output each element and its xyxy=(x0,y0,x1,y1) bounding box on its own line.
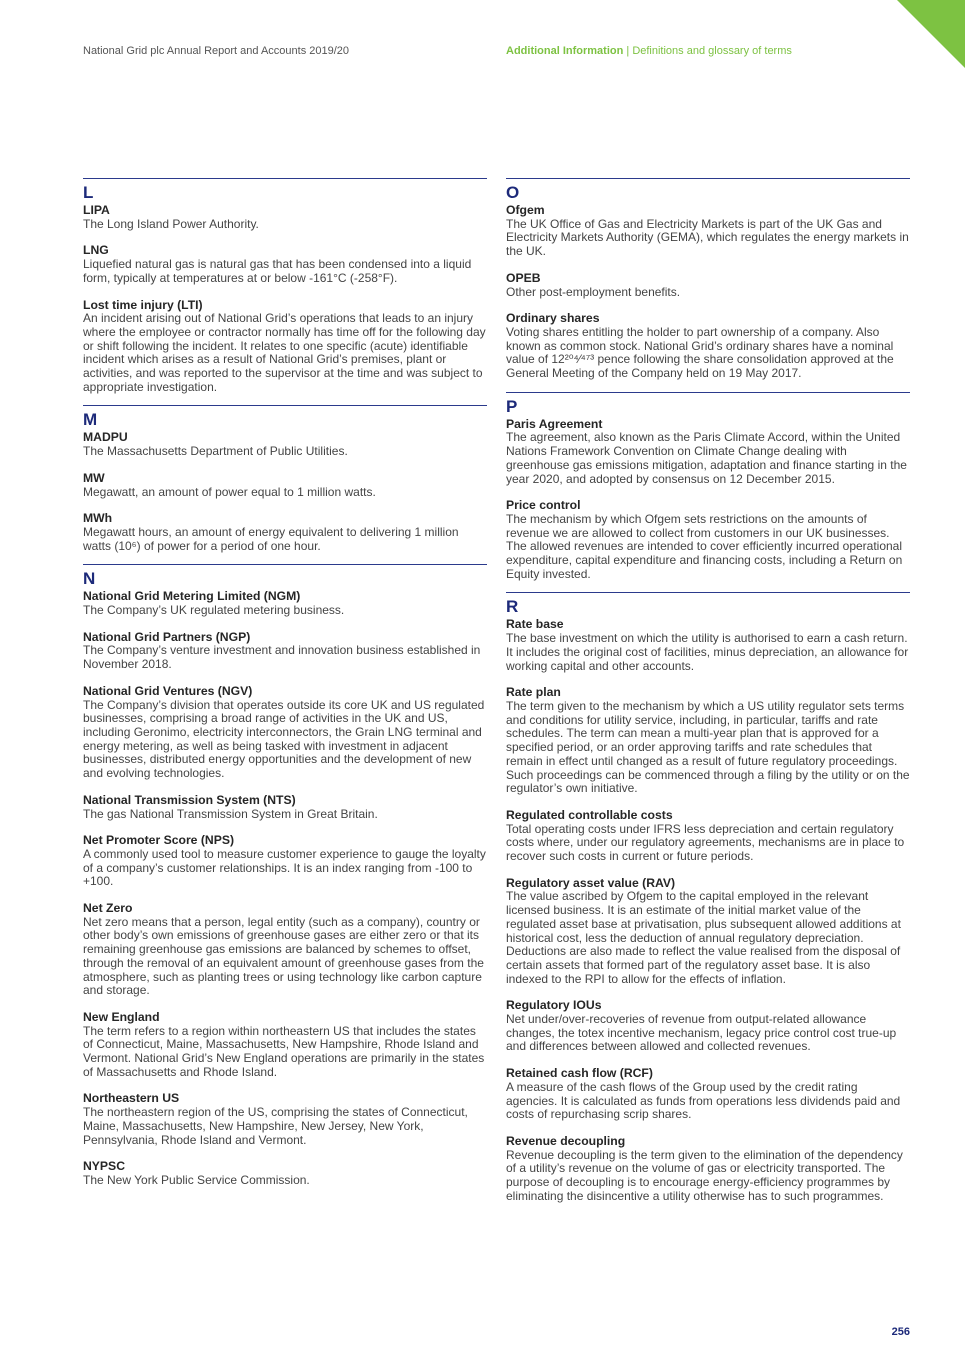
glossary-term xyxy=(83,299,487,395)
term-title: LIPA xyxy=(83,203,110,217)
glossary-term xyxy=(506,686,910,796)
section-breadcrumb xyxy=(506,45,792,57)
glossary-term xyxy=(506,877,910,987)
glossary-term xyxy=(83,244,487,285)
glossary-term xyxy=(506,999,910,1054)
report-title: National Grid plc Annual Report and Accounts 2019/20 xyxy=(83,45,350,57)
term-title: Retained cash flow (RCF) xyxy=(506,1066,653,1081)
term-title: Regulatory IOUs xyxy=(506,998,602,1013)
glossary-term xyxy=(83,1011,487,1080)
term-definition: The gas National Transmission System in Great Britain. xyxy=(83,806,378,821)
glossary-section-r xyxy=(506,592,910,1203)
section-name: Additional Information xyxy=(506,45,624,57)
glossary-term xyxy=(83,794,487,821)
section-letter: O xyxy=(506,183,520,202)
glossary-term xyxy=(506,1067,910,1122)
term-definition: Voting shares entitling the holder to part ownership of a company. Also known as common stock. National Grid’s ordinary shares have a nominal value of 12²⁰⁴⁄⁴⁷³ pence following the share consolidation approved at the General Meeting of the Company held on 19 May 2017. xyxy=(506,324,894,381)
page-number: 256 xyxy=(891,1326,910,1338)
term-definition: A measure of the cash flows of the Group used by the credit rating agencies. It is calculated as funds from operations less dividends paid and costs of repurchasing scrip shares. xyxy=(506,1079,901,1122)
term-definition: The base investment on which the utility is authorised to earn a cash return. It includes the original cost of facilities, minus depreciation, an allowance for working capital and other accounts. xyxy=(506,631,909,673)
term-definition: The term refers to a region within northeastern US that includes the states of Connecticut, Maine, Massachusetts, New Hampshire, Rhode Island and Vermont. National Grid’s New England operations are primarily in the states of Massachusetts and Rhode Island. xyxy=(83,1023,485,1079)
term-title: Net Promoter Score (NPS) xyxy=(83,833,235,848)
term-title: Regulatory asset value (RAV) xyxy=(506,875,676,890)
glossary-term xyxy=(506,418,910,487)
section-letter: R xyxy=(506,597,519,617)
glossary-term xyxy=(83,512,487,553)
term-definition: The UK Office of Gas and Electricity Markets is part of the UK Gas and Electricity Markets Authority (GEMA), which regulates the energy markets in the UK. xyxy=(506,216,909,259)
glossary-left-column xyxy=(83,178,487,1199)
term-title: MWh xyxy=(83,511,113,526)
subsection-name: Definitions and glossary of terms xyxy=(632,45,792,57)
glossary-term xyxy=(506,272,910,299)
glossary-section-m xyxy=(83,405,487,553)
term-title: Net Zero xyxy=(83,901,133,916)
corner-accent-triangle xyxy=(897,0,965,68)
term-title: Regulated controllable costs xyxy=(506,807,673,822)
term-title: NYPSC xyxy=(83,1159,125,1174)
term-definition: The Massachusetts Department of Public Utilities. xyxy=(83,444,348,459)
term-definition: An incident arising out of National Grid’s operations that leads to an injury where the employee or contractor normally has time off for the following day or shift following the incident. It relates to one specific (acute) identifiable incident which arises as a result of National Grid’s premises, plant or activities, and was reported to the supervisor at the time and was subject to appropriate investigation. xyxy=(83,311,486,394)
term-title: Northeastern US xyxy=(83,1091,180,1106)
term-title: Revenue decoupling xyxy=(506,1133,626,1148)
glossary-term xyxy=(506,204,910,259)
glossary-right-column xyxy=(506,178,910,1214)
term-definition: Net under/over-recoveries of revenue from output-related allowance changes, the totex incentive mechanism, legacy price control cost true-up and differences between allowed and collected revenues. xyxy=(506,1012,897,1054)
section-letter: N xyxy=(83,569,96,589)
term-definition: Revenue decoupling is the term given to the elimination of the dependency of a utility’s revenue on the volume of gas or electricity transported. The purpose of decoupling is to encourage energy-efficiency programmes by eliminating the disincentive a utility otherwise has to such programmes. xyxy=(506,1147,903,1203)
section-letter: M xyxy=(83,410,98,430)
term-definition: Liquefied natural gas is natural gas that has been condensed into a liquid form, typically at temperatures at or below -161°C (-258°F). xyxy=(83,257,472,285)
term-title: OPEB xyxy=(506,270,541,285)
term-definition: The New York Public Service Commission. xyxy=(83,1172,310,1187)
term-title: National Grid Metering Limited (NGM) xyxy=(83,589,301,604)
glossary-term xyxy=(83,1160,487,1187)
term-title: Paris Agreement xyxy=(506,416,603,431)
term-title: LNG xyxy=(83,243,109,258)
glossary-term xyxy=(83,1092,487,1147)
term-definition: Megawatt, an amount of power equal to 1 million watts. xyxy=(83,484,376,499)
glossary-section-p xyxy=(506,392,910,582)
section-letter: P xyxy=(506,396,518,416)
term-definition: The agreement, also known as the Paris Climate Accord, within the United Nations Framework Convention on Climate Change dealing with greenhouse gas emissions mitigation, adaptation and finance starting in the year 2020, and adopted by consensus on 12 December 2015. xyxy=(506,430,907,486)
glossary-term xyxy=(506,312,910,381)
term-definition: The Company’s UK regulated metering business. xyxy=(83,603,345,618)
glossary-term xyxy=(83,834,487,889)
glossary-term xyxy=(506,499,910,581)
term-title: Ordinary shares xyxy=(506,311,600,326)
glossary-term xyxy=(83,472,487,499)
term-title: MADPU xyxy=(83,430,128,445)
term-definition: A commonly used tool to measure customer experience to gauge the loyalty of a company’s customer relationships. It is an index ranging from -100 to +100. xyxy=(83,846,486,889)
term-title: New England xyxy=(83,1009,160,1024)
term-definition: The mechanism by which Ofgem sets restrictions on the amounts of revenue we are allowed to collect from customers in our UK businesses. The allowed revenues are intended to cover efficiently incurred operational expenditure, capital expenditure and financing costs, including a Return on Equity invested. xyxy=(506,511,903,581)
term-definition: The Company’s division that operates outside its core UK and US regulated businesses, comprising a broad range of activities in the UK and US, including Geronimo, electricity interconnectors, the Grain LNG terminal and energy metering, as well as being tasked with investment in adjacent businesses, distributed energy opportunities and the development of new and evolving technologies. xyxy=(83,697,485,781)
term-title: Price control xyxy=(506,498,581,513)
term-title: Rate base xyxy=(506,617,564,632)
glossary-term xyxy=(83,685,487,781)
term-definition: Other post-employment benefits. xyxy=(506,284,681,299)
term-definition: The term given to the mechanism by which a US utility regulator sets terms and conditions for utility service, including, in particular, tariffs and rate schedules. The term can mean a multi-year plan that is approved for a specified period, or an order approving tariffs and rate schedules that remain in effect until changed as a result of future regulatory proceedings. Such proceedings can be commenced through a filing by the utility or on the regulator’s own initiative. xyxy=(506,698,910,796)
term-title: National Grid Partners (NGP) xyxy=(83,629,251,644)
glossary-term xyxy=(83,590,487,617)
term-title: Lost time injury (LTI) xyxy=(83,297,203,312)
term-definition: Net zero means that a person, legal entity (such as a company), country or other body’s own emissions of greenhouse gases are either zero or that its remaining greenhouse gas emissions are balanced by schemes to offset, through the removal of an equivalent amount of greenhouse gases from the atmosphere, such as planting trees or using technology like carbon capture and storage. xyxy=(83,914,484,998)
term-title: MW xyxy=(83,470,105,485)
glossary-term xyxy=(506,1135,910,1204)
glossary-term xyxy=(83,431,487,458)
term-title: National Transmission System (NTS) xyxy=(83,792,296,807)
breadcrumb-separator: | xyxy=(626,45,630,57)
term-definition: Total operating costs under IFRS less depreciation and certain regulatory costs where, under our regulatory agreements, mechanisms are in place to recover such costs in current or future periods. xyxy=(506,821,905,864)
section-letter: L xyxy=(83,183,94,202)
glossary-section-o xyxy=(506,178,910,381)
glossary-term xyxy=(83,631,487,672)
term-definition: The value ascribed by Ofgem to the capital employed in the relevant licensed business. It is an estimate of the initial market value of the regulated asset base at privatisation, plus subsequent allowed additions at historical cost, less the deduction of annual regulatory depreciation. Deductions are also made to reflect the value realised from the disposal of certain assets that formed part of the regulatory asset base. It is also indexed to the RPI to allow for the effects of inflation. xyxy=(506,889,901,986)
glossary-term xyxy=(83,902,487,998)
term-title: National Grid Ventures (NGV) xyxy=(83,683,253,698)
glossary-term xyxy=(506,618,910,673)
glossary-term xyxy=(83,204,487,231)
term-title: Rate plan xyxy=(506,685,561,700)
term-definition: The northeastern region of the US, comprising the states of Connecticut, Maine, Massachusetts, New Hampshire, New Jersey, New York, Pennsylvania, Rhode Island and Vermont. xyxy=(83,1105,468,1147)
term-definition: The Company’s venture investment and innovation business established in November 2018. xyxy=(83,643,481,672)
term-title: Ofgem xyxy=(506,203,545,217)
glossary-section-n xyxy=(83,564,487,1187)
glossary-term xyxy=(506,809,910,864)
term-definition: The Long Island Power Authority. xyxy=(83,216,259,231)
glossary-section-l xyxy=(83,178,487,394)
term-definition: Megawatt hours, an amount of energy equivalent to delivering 1 million watts (10⁶) of power for a period of one hour. xyxy=(83,524,459,553)
